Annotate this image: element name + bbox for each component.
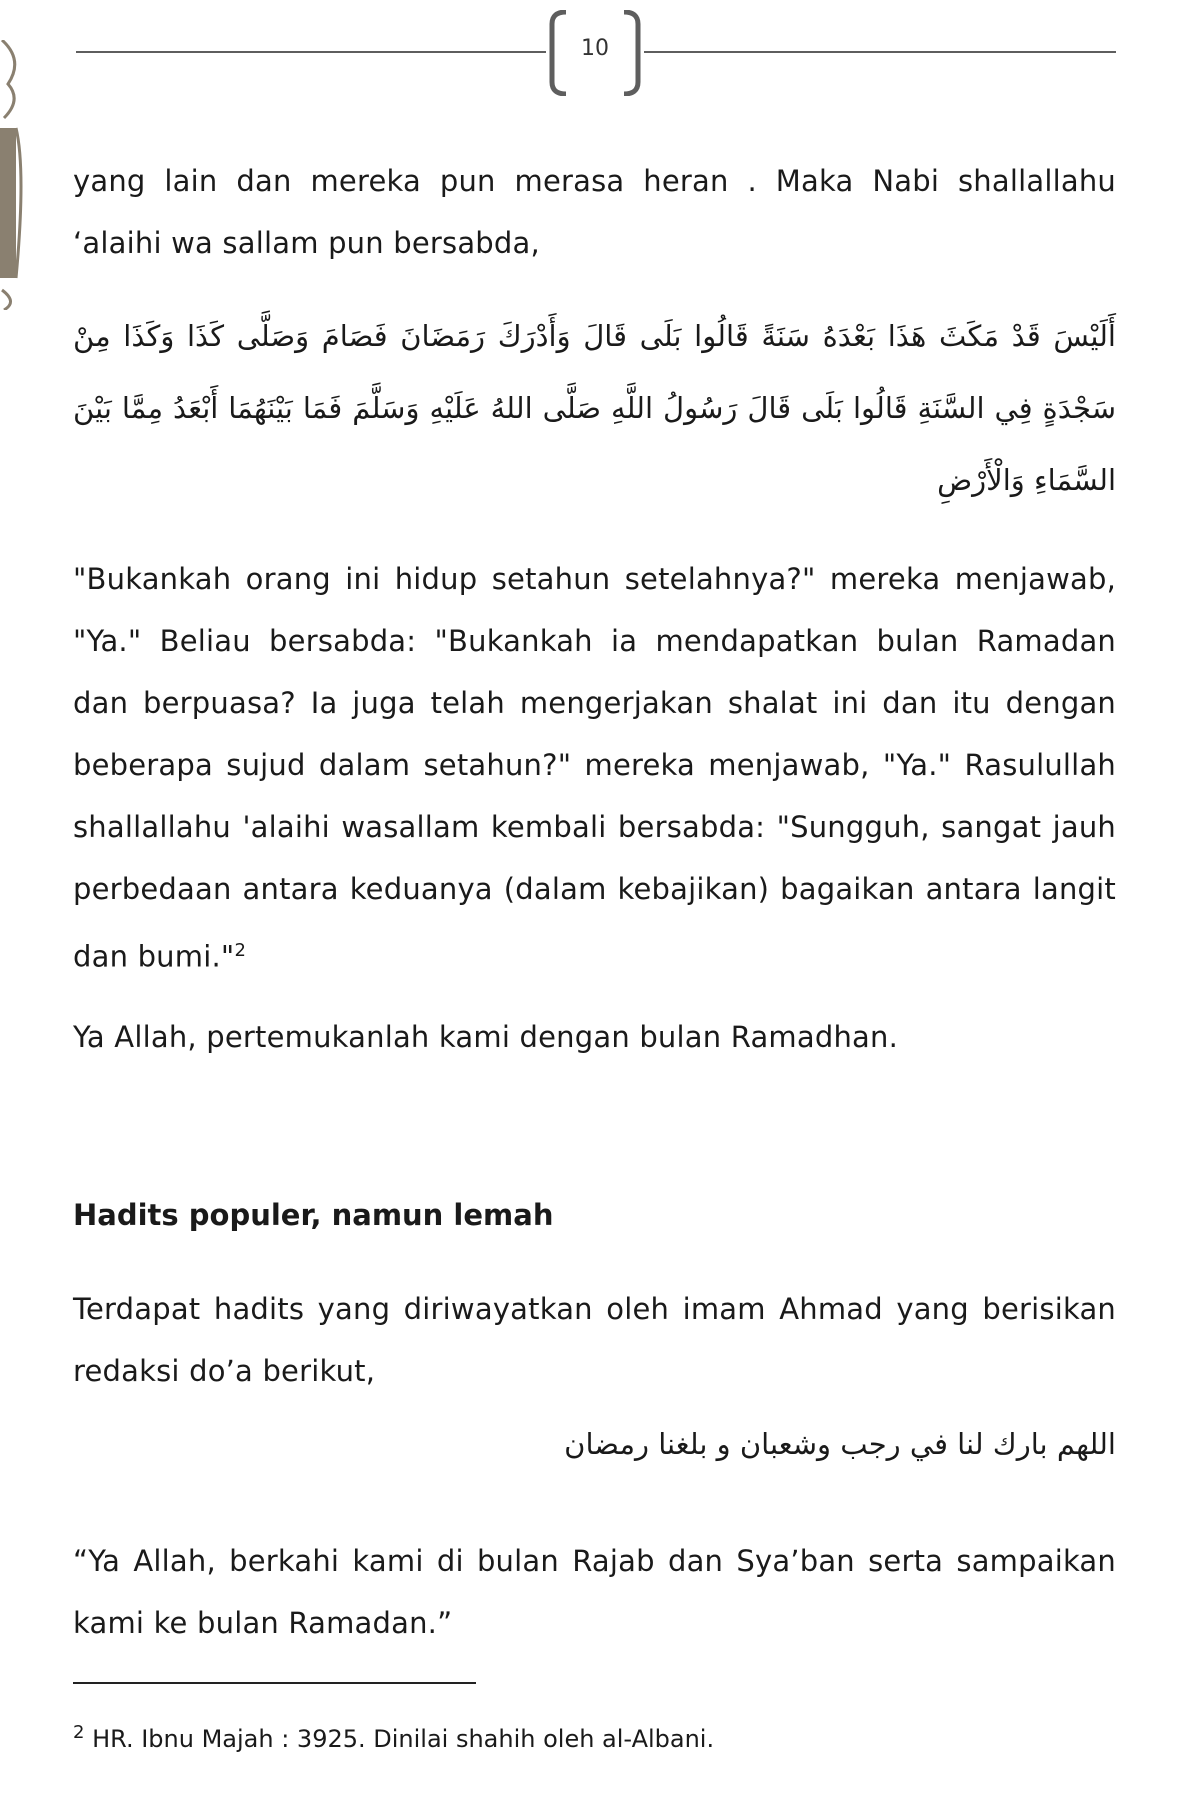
arabic-hadith-text: أَلَيْسَ قَدْ مَكَثَ هَذَا بَعْدَهُ سَنَةً قَالُوا بَلَى قَالَ وَأَدْرَكَ رَمَضَانَ فَصَامَ وَصَلَّى كَذَا وَكَذَا مِنْ سَجْدَةٍ فِي السَّنَةِ قَالُوا بَلَى قَالَ رَسُولُ اللَّهِ صَلَّى اللهُ عَلَيْهِ وَسَلَّمَ فَمَا بَيْنَهُمَا أَبْعَدُ مِمَّا بَيْنَ السَّمَاءِ وَالْأَرْضِ: [73, 319, 1116, 497]
header-line-left: [76, 51, 546, 53]
footnote-separator: [73, 1682, 476, 1684]
footnote-number: 2: [73, 1722, 85, 1743]
section-heading: Hadits populer, namun lemah: [73, 1198, 554, 1232]
footnote: [73, 1722, 714, 1753]
paragraph-intro: yang lain dan mereka pun merasa heran . Maka Nabi shallallahu ‘alaihi wa sallam pun bersabda,: [73, 164, 1116, 260]
page-number: 10: [581, 36, 609, 61]
footnote-reference: 2: [234, 940, 247, 961]
paragraph-prayer: Ya Allah, pertemukanlah kami dengan bulan Ramadhan.: [73, 1020, 898, 1054]
side-ornament: [0, 40, 30, 310]
paragraph-dua-translation: “Ya Allah, berkahi kami di bulan Rajab dan Sya’ban serta sampaikan kami ke bulan Ramadan.”: [73, 1544, 1116, 1640]
translation-text: "Bukankah orang ini hidup setahun setelahnya?" mereka menjawab, "Ya." Beliau bersabda: "Bukankah ia mendapatkan bulan Ramadan dan berpuasa? Ia juga telah mengerjakan shalat ini dan itu dengan beberapa sujud dalam setahun?" mereka menjawab, "Ya." Rasulullah shallallahu 'alaihi wasallam kembali bersabda: "Sungguh, sangat jauh perbedaan antara keduanya (dalam kebajikan) bagaikan antara langit dan bumi.": [73, 562, 1116, 974]
footnote-text: HR. Ibnu Majah : 3925. Dinilai shahih oleh al-Albani.: [92, 1725, 715, 1753]
arabic-dua-text: اللهم بارك لنا في رجب وشعبان و بلغنا رمضان: [564, 1427, 1116, 1461]
header-line-right: [644, 51, 1116, 53]
paragraph-hadith-intro: Terdapat hadits yang diriwayatkan oleh imam Ahmad yang berisikan redaksi do’a berikut,: [73, 1292, 1116, 1388]
paragraph-translation: [73, 548, 1116, 988]
